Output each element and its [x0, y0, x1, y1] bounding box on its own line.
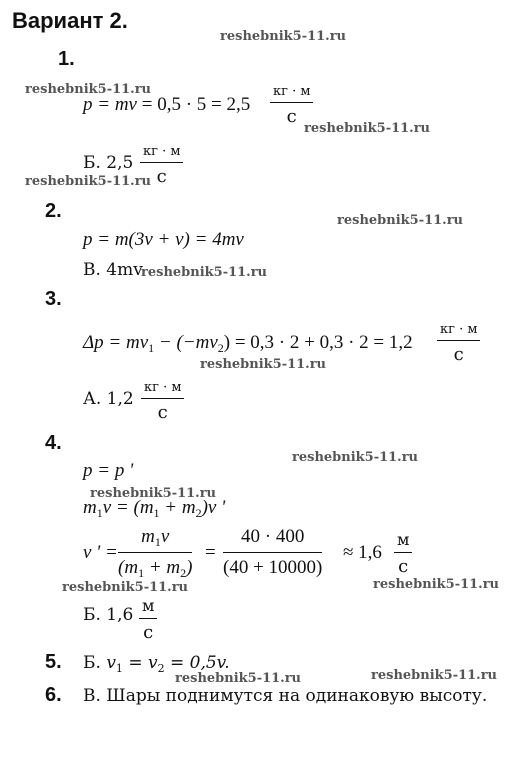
unit-numerator: кг · м — [273, 84, 311, 99]
subscript: 2 — [157, 662, 165, 675]
unit-fraction — [437, 322, 480, 365]
equation-rhs: = 0,5 · 5 = 2,5 — [141, 94, 251, 115]
answer-line: А. 1,2 — [83, 389, 134, 409]
subscript: 1 — [154, 535, 161, 549]
equation-line — [83, 95, 250, 114]
unit-denominator: с — [143, 622, 154, 643]
unit-denominator: с — [286, 106, 297, 127]
answer-text: В. 4mv — [83, 260, 143, 280]
watermark: reshebnik5-11.ru — [304, 121, 431, 136]
subscript: 1 — [138, 566, 145, 580]
subscript: 2 — [180, 566, 187, 580]
fraction — [118, 526, 192, 579]
watermark: reshebnik5-11.ru — [337, 213, 464, 228]
unit-numerator: кг · м — [440, 322, 478, 337]
fraction-denominator: (40 + 10000) — [223, 557, 323, 578]
equation-text: p = m(3v + v) = 4mv — [83, 229, 244, 250]
answer-line — [83, 653, 230, 675]
unit-denominator: с — [156, 166, 167, 187]
watermark: reshebnik5-11.ru — [90, 486, 217, 501]
watermark: reshebnik5-11.ru — [62, 580, 189, 595]
watermark: reshebnik5-11.ru — [25, 82, 152, 97]
equation-part: v = (m — [102, 497, 154, 518]
equation-lhs: p = mv — [83, 94, 137, 115]
answer-line: В. Шары поднимутся на одинаковую высоту. — [83, 686, 488, 706]
equation-line — [83, 497, 226, 520]
fraction-denominator — [118, 553, 192, 579]
problem-number: 3. — [45, 288, 62, 310]
subscript: 1 — [148, 341, 155, 355]
unit-denominator: с — [157, 402, 168, 423]
equation-part: + m — [159, 497, 196, 518]
equation-part: ) = 0,3 · 2 + 0,3 · 2 = 1,2 — [223, 332, 413, 353]
watermark: reshebnik5-11.ru — [25, 174, 152, 189]
problem-number: 6. — [45, 684, 62, 706]
problem-number: 4. — [45, 432, 62, 454]
equation-part: m — [83, 497, 97, 518]
equation-text: p = p ' — [83, 460, 134, 481]
answer-line — [83, 262, 143, 279]
problem-number: 2. — [45, 200, 62, 222]
watermark: reshebnik5-11.ru — [292, 450, 419, 465]
answer-label: Б. — [83, 653, 101, 673]
equals-sign: = — [205, 542, 216, 563]
unit-fraction — [139, 596, 157, 643]
unit-denominator: с — [453, 344, 464, 365]
unit-numerator: м — [397, 530, 410, 549]
symbol: v — [160, 526, 170, 547]
answer-line: Б. 2,5 — [83, 153, 134, 173]
symbol: (m — [118, 557, 139, 578]
watermark: reshebnik5-11.ru — [175, 671, 302, 686]
unit-numerator: кг · м — [144, 380, 182, 395]
unit-fraction — [140, 144, 183, 187]
fraction-numerator: 40 · 400 — [241, 526, 305, 547]
symbol: + m — [144, 557, 181, 578]
equation-part: )v ' — [201, 497, 226, 518]
fraction — [223, 526, 322, 579]
symbol: m — [141, 526, 155, 547]
watermark: reshebnik5-11.ru — [371, 668, 498, 683]
watermark: reshebnik5-11.ru — [220, 29, 347, 44]
page-title: Вариант 2. — [12, 8, 128, 33]
subscript: 1 — [96, 506, 103, 520]
equation-part: − (−mv — [154, 332, 218, 353]
unit-fraction — [394, 530, 412, 577]
unit-numerator: м — [142, 596, 155, 615]
equation-line — [83, 230, 244, 249]
problem-number: 5. — [45, 651, 62, 673]
watermark: reshebnik5-11.ru — [373, 577, 500, 592]
fraction-numerator — [137, 526, 173, 552]
equation-line — [83, 332, 413, 355]
watermark: reshebnik5-11.ru — [200, 357, 327, 372]
equation-part: = v — [122, 653, 158, 673]
equation-part: = 0,5v. — [164, 653, 230, 673]
unit-numerator: кг · м — [143, 144, 181, 159]
unit-fraction — [270, 84, 313, 127]
equation-part: Δp = mv — [83, 332, 149, 353]
answer-line: Б. 1,6 — [83, 605, 134, 625]
watermark: reshebnik5-11.ru — [141, 265, 268, 280]
unit-denominator: с — [398, 556, 409, 577]
symbol: ) — [186, 557, 193, 578]
equation-lhs — [83, 543, 118, 562]
subscript: 1 — [115, 662, 123, 675]
subscript: 2 — [217, 341, 224, 355]
subscript: 1 — [153, 506, 160, 520]
equation-line — [83, 461, 133, 480]
equation-part: v — [106, 653, 116, 673]
unit-fraction — [141, 380, 184, 423]
approx-value: ≈ 1,6 — [343, 542, 382, 563]
equation-text: v ' = — [83, 542, 118, 563]
problem-number: 1. — [58, 48, 75, 70]
subscript: 2 — [195, 506, 202, 520]
